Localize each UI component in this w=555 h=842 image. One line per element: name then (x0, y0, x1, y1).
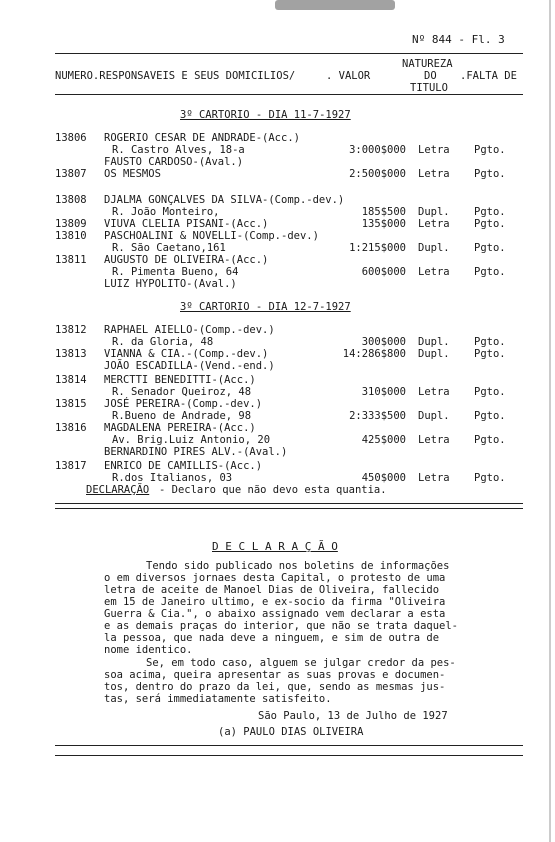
entry-nature: Dupl. (418, 348, 450, 360)
section-title-2: 3º CARTORIO - DIA 12-7-1927 (180, 301, 351, 313)
folio-number: Nº 844 - Fl. 3 (412, 33, 505, 46)
place-date: São Paulo, 13 de Julho de 1927 (258, 710, 448, 722)
entry-value: 185$500 (361, 206, 406, 218)
header-bottom-rule (55, 94, 523, 95)
col-header-natureza-1: NATUREZA (402, 58, 453, 70)
entry-falta: Pgto. (474, 434, 506, 446)
entry-number: 13808 (55, 194, 87, 206)
divider-rule (55, 508, 523, 509)
scan-edge (549, 0, 551, 842)
entry-name: JOSÉ PEREIRA-(Comp.-dev.) (104, 398, 263, 410)
entry-address: R. João Monteiro, (112, 206, 220, 218)
declaracao-title: D E C L A R A Ç Ã O (212, 540, 338, 553)
entry-number: 13806 (55, 132, 87, 144)
entry-value: 450$000 (361, 472, 406, 484)
entry-number: 13807 (55, 168, 87, 180)
declaracao-line: em 15 de Janeiro ultimo, e ex-socio da firma "Oliveira (104, 596, 446, 608)
entry-number: 13812 (55, 324, 87, 336)
entry-address: R. da Gloria, 48 (112, 336, 214, 348)
entry-nature: Letra (418, 266, 450, 278)
entry-name: DJALMA GONÇALVES DA SILVA-(Comp.-dev.) (104, 194, 345, 206)
declaracao-line: nome identico. (104, 644, 193, 656)
entry-nature: Dupl. (418, 336, 450, 348)
entry-nature: Letra (418, 434, 450, 446)
entry-number: 13811 (55, 254, 87, 266)
entry-number: 13810 (55, 230, 87, 242)
declaracao-line: tas, será immediatamente satisfeito. (104, 693, 332, 705)
entry-nature: Letra (418, 472, 450, 484)
declaracao-line: letra de aceite de Manoel Dias de Oliveira, fallecido (104, 584, 440, 596)
entry-name: MAGDALENA PEREIRA-(Acc.) (104, 422, 256, 434)
entry-address: R. Pimenta Bueno, 64 (112, 266, 239, 278)
declaracao-line: o em diversos jornaes desta Capital, o protesto de uma (104, 572, 446, 584)
entry-name: ENRICO DE CAMILLIS-(Acc.) (104, 460, 263, 472)
entry-falta: Pgto. (474, 144, 506, 156)
entry-aval: LUIZ HYPOLITO-(Aval.) (104, 278, 237, 290)
entry-name: ROGERIO CESAR DE ANDRADE-(Acc.) (104, 132, 300, 144)
entry-number: 13813 (55, 348, 87, 360)
declaracao-line: e as demais praças do interior, que não se trata daquel- (104, 620, 459, 632)
declaracao-line: Tendo sido publicado nos boletins de informações (146, 560, 450, 572)
entry-falta: Pgto. (474, 410, 506, 422)
entry-nature: Letra (418, 168, 450, 180)
entry-value: 14:286$800 (342, 348, 406, 360)
entry-value: 300$000 (361, 336, 406, 348)
entry-value: 310$000 (361, 386, 406, 398)
entry-value: 600$000 (361, 266, 406, 278)
entry-name: OS MESMOS (104, 168, 161, 180)
entry-nature: Dupl. (418, 410, 450, 422)
entry-address: R.dos Italianos, 03 (112, 472, 233, 484)
entry-name: PASCHOALINI & NOVELLI-(Comp.-dev.) (104, 230, 319, 242)
signature: (a) PAULO DIAS OLIVEIRA (218, 726, 364, 738)
header-top-rule (55, 53, 523, 54)
scan-smudge (275, 0, 395, 10)
entry-falta: Pgto. (474, 218, 506, 230)
entry-address: R. Senador Queiroz, 48 (112, 386, 252, 398)
entry-falta: Pgto. (474, 206, 506, 218)
declaracao-note-text: - Declaro que não devo esta quantia. (159, 484, 387, 496)
col-header-natureza-3: TITULO (410, 82, 448, 94)
entry-value: 2:333$500 (349, 410, 406, 422)
declaracao-line: Guerra & Cia.", o abaixo assignado vem declarar a esta (104, 608, 446, 620)
footer-rule (55, 745, 523, 746)
entry-nature: Dupl. (418, 206, 450, 218)
entry-aval: BERNARDINO PIRES ALV.-(Aval.) (104, 446, 288, 458)
entry-value: 3:000$000 (349, 144, 406, 156)
declaracao-line: tos, dentro do prazo da lei, que, sendo as mesmas jus- (104, 681, 446, 693)
entry-name: MERCTTI BENEDITTI-(Acc.) (104, 374, 256, 386)
entry-address: Av. Brig.Luiz Antonio, 20 (112, 434, 271, 446)
entry-name: VIANNA & CIA.-(Comp.-dev.) (104, 348, 269, 360)
entry-falta: Pgto. (474, 168, 506, 180)
entry-value: 135$000 (361, 218, 406, 230)
footer-rule (55, 755, 523, 756)
entry-address: R. Castro Alves, 18-a (112, 144, 245, 156)
divider-rule (55, 503, 523, 504)
entry-address: R.Bueno de Andrade, 98 (112, 410, 252, 422)
entry-endorser: JOÃO ESCADILLA-(Vend.-end.) (104, 360, 275, 372)
declaracao-line: soa acima, queira apresentar as suas provas e documen- (104, 669, 446, 681)
entry-name: AUGUSTO DE OLIVEIRA-(Acc.) (104, 254, 269, 266)
entry-value: 2:500$000 (349, 168, 406, 180)
entry-falta: Pgto. (474, 386, 506, 398)
entry-number: 13817 (55, 460, 87, 472)
entry-name: RAPHAEL AIELLO-(Comp.-dev.) (104, 324, 275, 336)
entry-nature: Letra (418, 386, 450, 398)
entry-falta: Pgto. (474, 336, 506, 348)
entry-address: R. São Caetano,161 (112, 242, 226, 254)
entry-number: 13816 (55, 422, 87, 434)
col-header-numero: NUMERO.RESPONSAVEIS E SEUS DOMICILIOS/ (55, 70, 296, 82)
entry-nature: Letra (418, 144, 450, 156)
entry-falta: Pgto. (474, 348, 506, 360)
declaracao-note-label: DECLARAÇÃO (86, 484, 150, 496)
col-header-natureza-2: DO (424, 70, 437, 82)
entry-number: 13814 (55, 374, 87, 386)
entry-number: 13809 (55, 218, 87, 230)
entry-name: VIUVA CLELIA PISANI-(Acc.) (104, 218, 269, 230)
col-header-falta: .FALTA DE (460, 70, 517, 82)
entry-falta: Pgto. (474, 266, 506, 278)
entry-number: 13815 (55, 398, 87, 410)
entry-falta: Pgto. (474, 472, 506, 484)
entry-falta: Pgto. (474, 242, 506, 254)
declaracao-line: Se, em todo caso, alguem se julgar credor da pes- (146, 657, 456, 669)
entry-value: 425$000 (361, 434, 406, 446)
entry-nature: Dupl. (418, 242, 450, 254)
declaracao-line: la pessoa, que nada deve a ninguem, e sim de outra de (104, 632, 440, 644)
entry-value: 1:215$000 (349, 242, 406, 254)
col-header-valor: . VALOR (326, 70, 371, 82)
section-title-1: 3º CARTORIO - DIA 11-7-1927 (180, 109, 351, 121)
entry-aval: FAUSTO CARDOSO-(Aval.) (104, 156, 244, 168)
entry-nature: Letra (418, 218, 450, 230)
